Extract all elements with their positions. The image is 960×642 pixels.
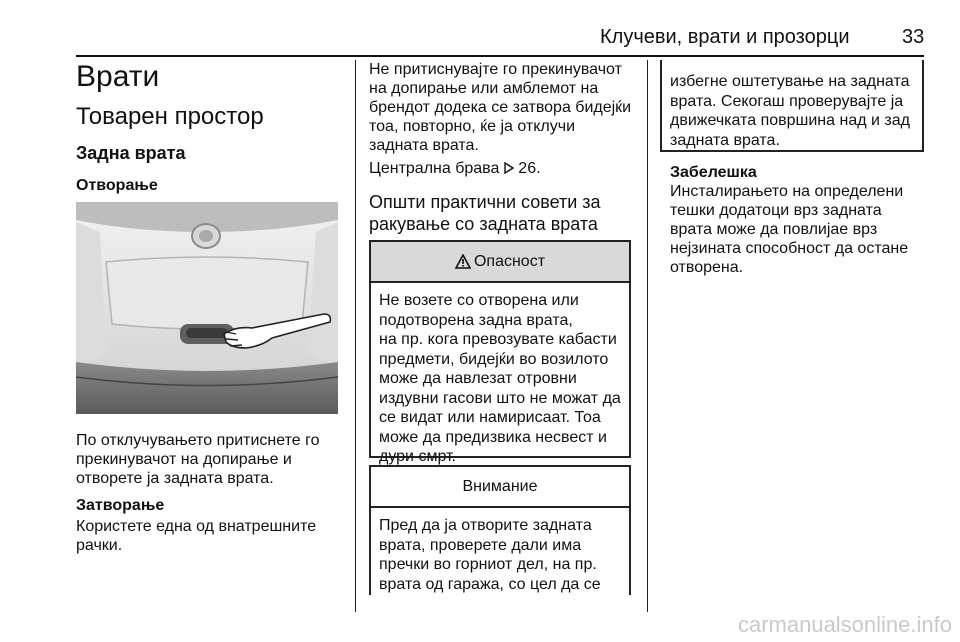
watermark-text: carmanualsonline.info xyxy=(737,612,952,637)
caution-box-header xyxy=(371,467,629,508)
tailgate-illustration xyxy=(76,202,338,414)
heading-closing: Затворање xyxy=(76,497,165,514)
column-divider-1 xyxy=(355,60,356,612)
arrow-reference-icon xyxy=(504,160,518,177)
paragraph-closing: Користете една од внатрешните рачки. xyxy=(76,518,317,554)
header-rule xyxy=(76,55,924,57)
page-number: 33 xyxy=(902,26,925,48)
caution-box xyxy=(369,465,631,595)
note-body: Инсталирањето на определени тешки додатоци врз задната врата може да повлијае врз нејзината способност да остане отворена. xyxy=(670,183,909,276)
heading-tailgate: Задна врата xyxy=(76,143,186,163)
central-lock-reference xyxy=(369,160,541,178)
danger-box xyxy=(369,240,631,465)
heading-practical-tips: Општи практични совети за ракување со задната врата xyxy=(369,192,601,234)
heading-doors: Врати xyxy=(76,60,160,93)
caution-body: Пред да ја отворите задната врата, проверете дали има пречки во горниот дел, на пр. врата од гаража, со цел да се xyxy=(379,517,601,593)
running-header-title: Клучеви, врати и прозорци xyxy=(600,26,850,48)
danger-body: Не возете со отворена или подотворена задна врата, на пр. кога превозувате кабасти предмети, бидејќи во возилото може да навлезат отровни издувни гасови што не можат да се видат или намирисаат. Тоа може да предизвика несвест и дури смрт. xyxy=(379,292,621,465)
column-divider-2 xyxy=(647,60,648,612)
caution-title: Внимание xyxy=(462,477,538,495)
note-title: Забелешка xyxy=(670,164,757,181)
central-lock-page-link[interactable]: 26. xyxy=(518,160,541,177)
danger-box-header xyxy=(371,242,629,283)
warning-triangle-icon xyxy=(455,254,471,269)
heading-opening: Отворање xyxy=(76,177,158,194)
danger-title: Опасност xyxy=(473,252,546,270)
central-lock-label: Централна брава xyxy=(369,160,500,177)
caution-continued-body: избегне оштетување на задната врата. Секогаш проверувајте ја движечката површина над и зад задната врата. xyxy=(670,73,910,149)
caution-box-continued xyxy=(660,60,924,152)
paragraph-do-not-press: Не притиснувајте го прекинувачот на допирање или амблемот на брендот додека се затвора бидејќи тоа, повторно, ќе ја отклучи задната врата. xyxy=(369,61,632,154)
paragraph-opening: По отклучувањето притиснете го прекинувачот на допирање и отворете ја задната врата. xyxy=(76,432,320,487)
heading-cargo-space: Товарен простор xyxy=(76,103,264,130)
